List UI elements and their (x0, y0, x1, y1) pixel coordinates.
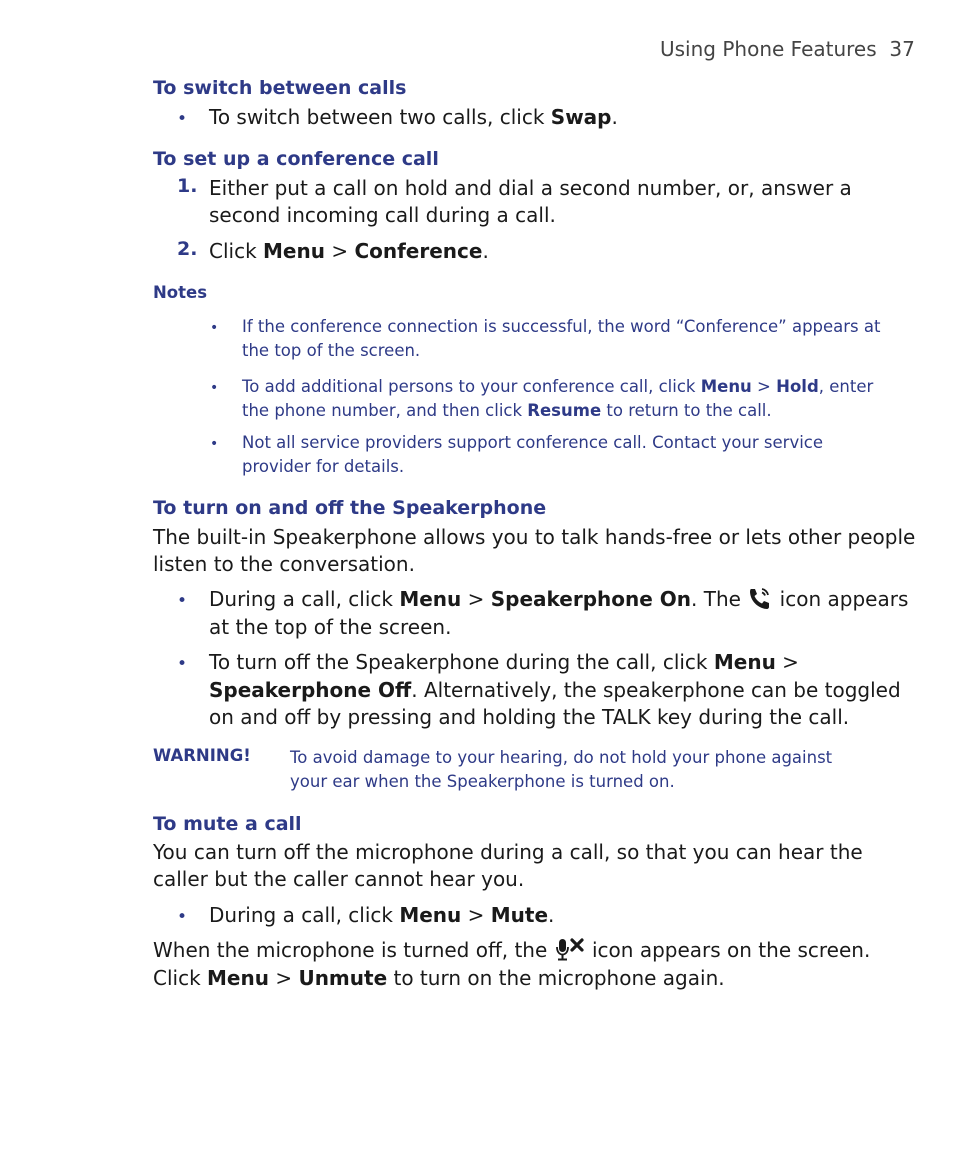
page-number: 37 (889, 37, 915, 61)
text: To switch between two calls, click (209, 105, 551, 129)
speaker-bullet-1-line-1 (209, 586, 908, 617)
note-bullet: • (210, 436, 219, 452)
note-bullet: • (210, 320, 219, 336)
text: the phone number, and then click (242, 401, 528, 420)
bold-term: Menu (263, 239, 325, 263)
mute-after-line-1 (153, 937, 870, 968)
bold-term: Menu (399, 587, 462, 611)
bold-term: Speakerphone On (490, 587, 692, 611)
text: , enter (818, 377, 874, 396)
text: To turn off the Speakerphone during the call, click (209, 650, 714, 674)
text: to return to the call. (601, 401, 772, 420)
warning-line-1: To avoid damage to your hearing, do not hold your phone against (290, 748, 833, 767)
text: During a call, click (209, 903, 400, 927)
text: > (775, 650, 799, 674)
text: . Alternatively, the speakerphone can be toggled (411, 678, 901, 702)
bold-term: Swap (550, 105, 612, 129)
text: > (461, 587, 491, 611)
text: During a call, click (209, 587, 400, 611)
mute-after-line-2 (153, 965, 725, 992)
text: > (268, 966, 299, 990)
text: To add additional persons to your conference call, click (242, 377, 701, 396)
mute-bullet-text (209, 902, 554, 929)
bold-term: Menu (399, 903, 462, 927)
speaker-bullet-2-line-1 (209, 649, 799, 676)
mic-muted-icon (554, 937, 586, 968)
text: icon appears on the screen. (585, 938, 871, 962)
bold-term: Conference (354, 239, 483, 263)
bullet-marker: • (177, 654, 188, 674)
text: . The (691, 587, 748, 611)
note-1-line-1: If the conference connection is successful, the word “Conference” appears at (242, 317, 881, 336)
switch-bullet-text (209, 104, 618, 131)
bullet-marker: • (177, 591, 188, 611)
bold-term: Menu (700, 377, 752, 396)
text: . (482, 239, 489, 263)
text: When the microphone is turned off, the (153, 938, 554, 962)
mute-intro-line-2: caller but the caller cannot hear you. (153, 867, 525, 891)
text: icon appears (773, 587, 909, 611)
speakerphone-icon (747, 586, 773, 617)
bold-term: Menu (207, 966, 269, 990)
bold-term: Speakerphone Off (209, 678, 412, 702)
bold-term: Menu (713, 650, 776, 674)
bold-term: Hold (776, 377, 819, 396)
mute-intro-line-1: You can turn off the microphone during a call, so that you can hear the (153, 840, 863, 864)
note-2-line-1 (242, 375, 873, 399)
speaker-intro-line-2: listen to the conversation. (153, 552, 415, 576)
warning-label: WARNING! (153, 746, 251, 765)
text: to turn on the microphone again. (387, 966, 725, 990)
bold-term: Resume (527, 401, 602, 420)
text: > (461, 903, 491, 927)
speaker-intro-line-1: The built-in Speakerphone allows you to talk hands-free or lets other people (153, 525, 916, 549)
step-1-line-1: Either put a call on hold and dial a second number, or, answer a (209, 176, 852, 200)
running-header (660, 37, 915, 61)
text: > (751, 377, 777, 396)
step-2-text (209, 238, 489, 265)
note-3-line-2: provider for details. (242, 457, 405, 476)
note-bullet: • (210, 380, 219, 396)
notes-label: Notes (153, 283, 208, 302)
heading-conference: To set up a conference call (153, 148, 439, 170)
running-header-title: Using Phone Features (660, 37, 877, 61)
text: . (548, 903, 555, 927)
step-number: 1. (177, 175, 198, 197)
bold-term: Mute (490, 903, 549, 927)
bullet-marker: • (177, 109, 188, 129)
text: Click (153, 966, 208, 990)
bullet-marker: • (177, 907, 188, 927)
note-2-line-2 (242, 399, 772, 423)
note-1-line-2: the top of the screen. (242, 341, 421, 360)
speaker-bullet-1-line-2: at the top of the screen. (209, 615, 452, 639)
step-1-line-2: second incoming call during a call. (209, 203, 556, 227)
warning-line-2: your ear when the Speakerphone is turned on. (290, 772, 675, 791)
bold-term: Unmute (298, 966, 388, 990)
speaker-bullet-2-line-3: on and off by pressing and holding the TALK key during the call. (209, 705, 850, 729)
text: . (611, 105, 618, 129)
heading-speakerphone: To turn on and off the Speakerphone (153, 497, 547, 519)
heading-switch-calls: To switch between calls (153, 77, 407, 99)
note-3-line-1: Not all service providers support conference call. Contact your service (242, 433, 824, 452)
step-number: 2. (177, 238, 198, 260)
text: > (324, 239, 355, 263)
text: Click (209, 239, 264, 263)
speaker-bullet-2-line-2 (209, 677, 901, 704)
heading-mute: To mute a call (153, 813, 302, 835)
